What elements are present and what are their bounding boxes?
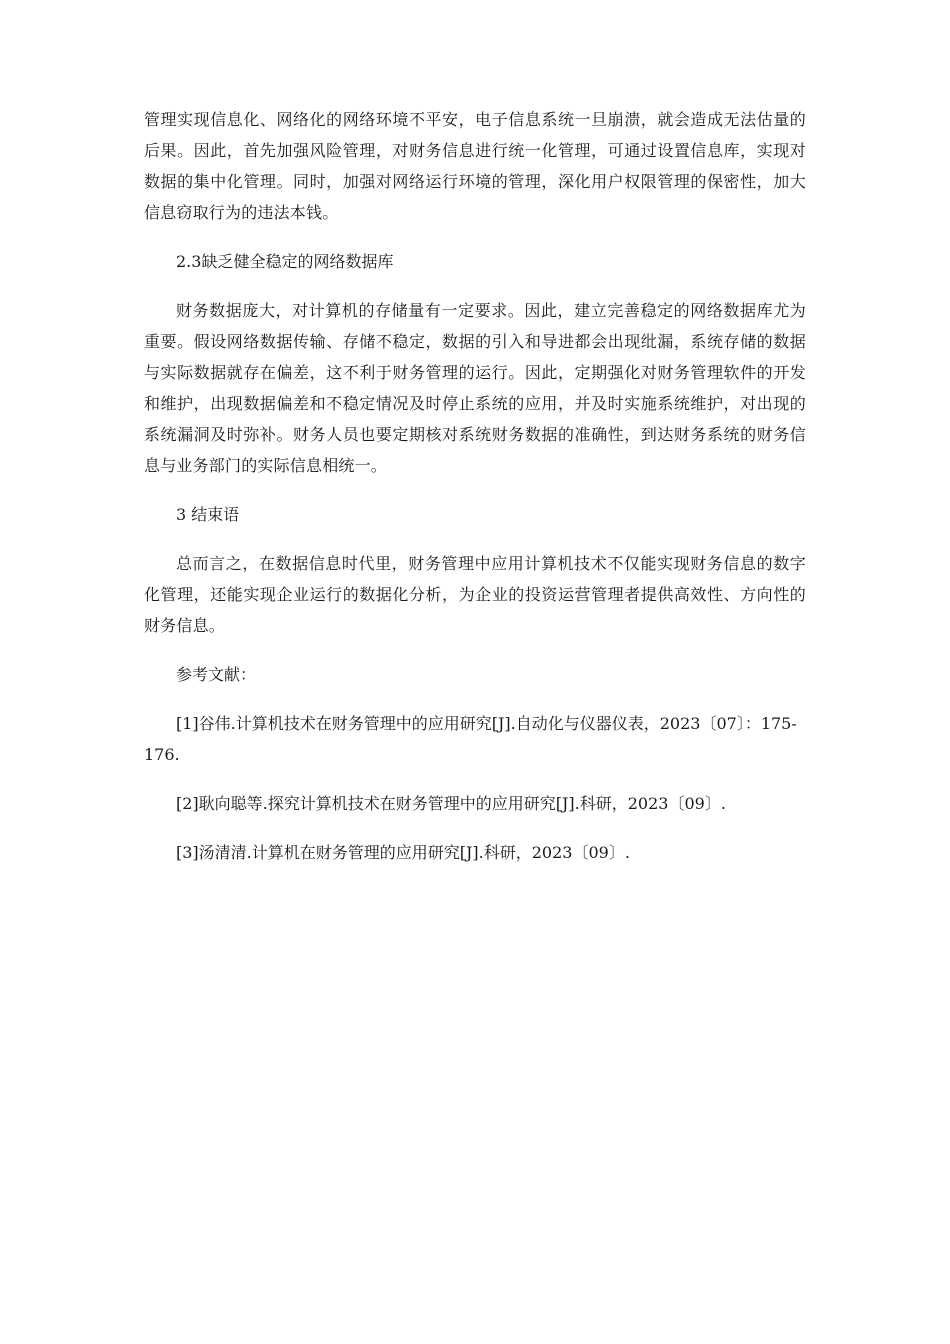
section-heading: 2.3缺乏健全稳定的网络数据库: [176, 252, 394, 271]
reference-item: [1]谷伟.计算机技术在财务管理中的应用研究[J].自动化与仪器仪表，2023〔07〕：175-176.: [144, 714, 797, 764]
document-page: [144, 104, 806, 886]
section-heading: 3 结束语: [176, 505, 240, 524]
body-paragraph: 管理实现信息化、网络化的网络环境不平安，电子信息系统一旦崩溃，就会造成无法估量的后果。因此，首先加强风险管理，对财务信息进行统一化管理，可通过设置信息库，实现对数据的集中化管理。同时，加强对网络运行环境的管理，深化用户权限管理的保密性，加大信息窃取行为的违法本钱。: [144, 110, 806, 222]
body-paragraph: 总而言之，在数据信息时代里，财务管理中应用计算机技术不仅能实现财务信息的数字化管理，还能实现企业运行的数据化分析，为企业的投资运营管理者提供高效性、方向性的财务信息。: [144, 554, 806, 635]
reference-item: [3]汤清清.计算机在财务管理的应用研究[J].科研，2023〔09〕.: [176, 843, 630, 862]
reference-item: [2]耿向聪等.探究计算机技术在财务管理中的应用研究[J].科研，2023〔09〕.: [176, 794, 726, 813]
references-title: 参考文献：: [176, 665, 257, 684]
body-paragraph: 财务数据庞大，对计算机的存储量有一定要求。因此，建立完善稳定的网络数据库尤为重要。假设网络数据传输、存储不稳定，数据的引入和导进都会出现纰漏，系统存储的数据与实际数据就存在偏差，这不利于财务管理的运行。因此，定期强化对财务管理软件的开发和维护，出现数据偏差和不稳定情况及时停止系统的应用，并及时实施系统维护，对出现的系统漏洞及时弥补。财务人员也要定期核对系统财务数据的准确性，到达财务系统的财务信息与业务部门的实际信息相统一。: [144, 301, 806, 475]
